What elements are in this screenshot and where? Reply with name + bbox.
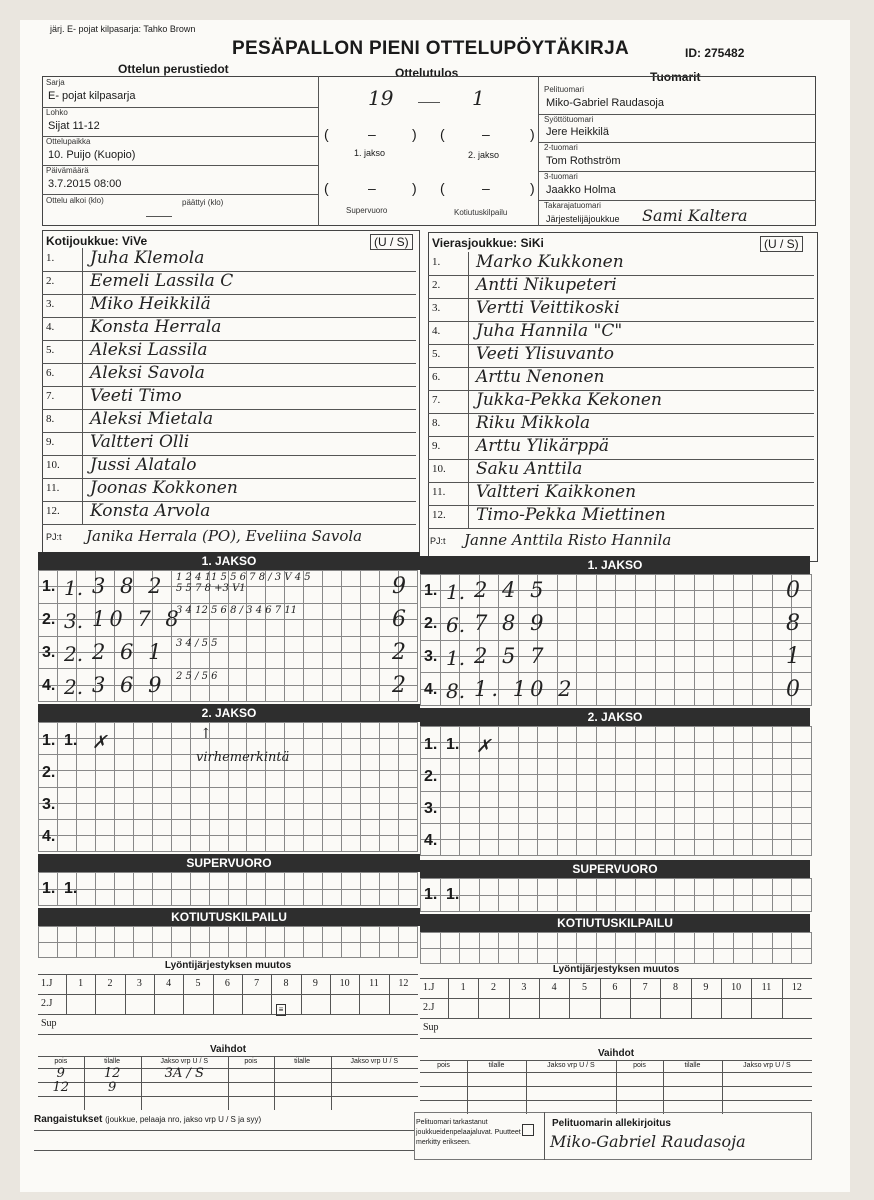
inning-row-number: 4. [42, 677, 56, 694]
lineup-col: 1 [78, 978, 84, 989]
lineup-away-title: Lyöntijärjestyksen muutos [552, 964, 680, 975]
vaihto-tilalle: 12 [103, 1066, 121, 1081]
inning-start: 2. [64, 642, 84, 666]
lineup-row-label: 1.J [423, 982, 435, 993]
vaihdot-col: pois [244, 1058, 258, 1065]
player-number: 1. [432, 256, 441, 268]
vaihdot-col: pois [54, 1058, 68, 1065]
player-name: Antti Nikupeteri [476, 275, 617, 295]
inning-row-number: 2. [42, 611, 56, 628]
player-name: Riku Mikkola [476, 413, 591, 433]
inning-runs: 6 [392, 607, 406, 632]
lineup-col: 1 [460, 982, 466, 993]
player-number: 3. [432, 302, 441, 314]
lineup-col: 11 [369, 978, 379, 989]
lineup-col: 5 [581, 982, 587, 993]
player-name: Joonas Kokkonen [90, 478, 238, 498]
player-name: Eemeli Lassila C [90, 271, 234, 291]
alkoi-label: Ottelu alkoi (klo) [46, 196, 104, 205]
inning-runs: 9 [392, 574, 406, 599]
vaihdot-home-title: Vaihdot [209, 1044, 247, 1055]
jakso1-home-bar: 1. JAKSO [38, 552, 420, 570]
sarja-value: E- pojat kilpasarja [48, 90, 136, 102]
kotiutus-home-bar: KOTIUTUSKILPAILU [38, 908, 420, 926]
player-number: 8. [46, 413, 55, 425]
player-number: 7. [432, 394, 441, 406]
player-name: Valtteri Olli [90, 432, 190, 452]
player-number: 1. [46, 252, 55, 264]
supervuoro-home-bar: SUPERVUORO [38, 854, 420, 872]
kotiutus-away-grid [420, 932, 812, 964]
lineup-checkbox-icon: ≡ [276, 1004, 286, 1016]
inning-start: 1. [64, 576, 84, 600]
player-number: 5. [432, 348, 441, 360]
inning-row-number: 4. [42, 828, 56, 845]
player-name: Aleksi Mietala [90, 409, 214, 429]
lineup-row-label: 2.J [423, 1002, 435, 1013]
paikka-label: Ottelupaikka [46, 137, 91, 146]
inning-start: 1. [446, 646, 466, 670]
inning-extra: 3 4 / 5 5 [176, 638, 218, 649]
player-number: 4. [46, 321, 55, 333]
player-number: 12. [432, 509, 446, 521]
paiva-value: 3.7.2015 08:00 [48, 178, 122, 190]
player-name: Veeti Ylisuvanto [476, 344, 615, 364]
player-number: 4. [432, 325, 441, 337]
inning-marks: 2 6 1 [92, 640, 166, 664]
inning-runs: 0 [786, 677, 800, 702]
home-team-label: Kotijoukkue: ViVe [46, 234, 148, 248]
lineup-home-title: Lyöntijärjestyksen muutos [164, 960, 292, 971]
vaihdot-col: tilalle [294, 1058, 311, 1065]
away-strike-mark: ✗ [476, 736, 492, 757]
section-result: Ottelutulos [395, 66, 459, 80]
player-number: 2. [46, 275, 55, 287]
period2-label: 2. jakso [468, 150, 500, 160]
scoresheet: järj. E- pojat kilpasarja: Tahko Brown PESÄPALLON PIENI OTTELUPÖYTÄKIRJA ID: 275482 Ottelun perustiedot Ottelutulos Tuomarit Sarja E- pojat kilpasarja Lohko Sijat 11-12 Ottelupaikka 10. Puijo (Kuopio) Päivämäärä 3.7.2015 08:00 Ottelu alkoi (klo) päättyi (klo) 19 1 ( – ) ( – ) 1. jakso 2. jakso ( – ) ( – ) Supervuoro Kotiutuskilpailu Pelituomari Miko-Gabriel Raudasoja Syöttötuomari Jere Heikkilä 2-tuomari Tom Rothström 3-tuomari Jaakko Holma Takarajatuomari Järjestelijäjoukkue Sami Kaltera Kotijoukkue: ViVe (U / S) Vierasjoukkue: SiKi (U / S) 1. Juha Klemola 2. Eemeli Lassila C 3. Miko Heikkilä 4. Konsta Herrala 5. Aleksi Lassila 6. Aleksi Savola 7. Veeti Timo 8. Aleksi Mietala 9. Valtteri Olli 10. Jussi Alatalo 11. Joonas Kokkonen 12. Konsta Arvola 1. Marko Kukkonen 2. Antti Nikupeteri 3. Vertti Veittikoski 4. Juha Hannila "C" 5. Veeti Ylisuvanto 6. Arttu Nenonen 7. Jukka-Pekka Kekonen 8. Riku Mikkola 9. Arttu Ylikärppä 10. Saku Anttila 11. Valtteri Kaikkonen 12. Timo-Pekka Miettinen PJ:t Janika Herrala (PO), Eveliina Savola PJ:t Janne Anttila Risto Hannila 1. JAKSO 1. JAKSO 1. 1. 3 8 2 1 2 4 11 5 5 6 7 8 / 3 V 4 5 5 5 7 8 +3 V1 9 2. 3. 10 7 8 3 4 12 5 6 8 / 3 4 6 7 11 6 3. 2. 2 6 1 3 4 / 5 5 2 4. 2. 3 6 9 2 5 / 5 6 2 1. 1. 2 4 5 0 2. 6. 7 8 9 8 3. 1. 2 5 7 1 4. 8. 1. 10 2 0 2. JAKSO 2. JAKSO 1. 1. 2. 3. 4. 1. 1. 2. 3. 4. ✗ ✗ ↑ virhemerkintä SUPERVUORO SUPERVUORO 1. 1. 1. 1. KOTIUTUSKILPAILU KOTIUTUSKILPAILU Lyöntijärjestyksen muutos Lyöntijärjestyksen muutos 1.J 2.J Sup 1 2 3 4 5 6 7 8 9 10 11 12 1.J 2.J Sup 1 2 3 4 5 6 7 8 9 10 11 12 ≡ Vaihdot Vaihdot pois tilalle Jakso vrp U / S pois tilalle Jakso vrp U / S 9 12 3A / S 12 9 pois tilalle Jakso vrp U / S pois tilalle Jakso vrp U / S Rangaistukset (joukkue, pelaaja nro, jakso vrp U / S ja syy) Pelituomari tarkastanut joukkueidenpelaajaluvat. Puutteet merkitty erikseen. Pelituomarin allekirjoitus Miko-Gabriel Raudasoja [20, 20, 850, 1192]
vaihto-jakso: 3A / S [164, 1066, 204, 1081]
away-us: (U / S) [760, 236, 803, 252]
lineup-col: 6 [612, 982, 618, 993]
inning-row-number: 4. [424, 681, 438, 698]
lineup-row-label: 1.J [41, 978, 53, 989]
check-text: Pelituomari tarkastanut joukkueidenpelaajaluvat. Puutteet merkitty erikseen. [416, 1119, 521, 1146]
inning-marks: 2 5 7 [474, 644, 548, 668]
player-number: 9. [46, 436, 55, 448]
inning-runs: 8 [786, 611, 800, 636]
vaihdot-col: Jakso vrp U / S [160, 1058, 209, 1065]
referee-3: Tom Rothström [546, 155, 621, 167]
home-us: (U / S) [370, 234, 413, 250]
player-number: 11. [46, 482, 60, 494]
vaihdot-col: tilalle [104, 1058, 121, 1065]
arrow-up-icon: ↑ [200, 726, 212, 742]
lineup-row-label: Sup [41, 1018, 57, 1029]
inning-marks: 2 4 5 [474, 578, 548, 602]
inning-start: 8. [446, 679, 466, 703]
vaihdot-col: Jakso vrp U / S [547, 1062, 595, 1069]
player-name: Konsta Herrala [90, 317, 222, 337]
period1-label: 1. jakso [354, 148, 386, 158]
vaihdot-col: pois [437, 1062, 450, 1069]
inning-extra: 3 4 12 5 6 8 / 3 4 6 7 11 [176, 605, 298, 616]
inning-start: 3. [64, 609, 84, 633]
jakso2-away-bar: 2. JAKSO [420, 708, 810, 726]
inning-marks: 10 7 8 [92, 607, 183, 631]
lohko-label: Lohko [46, 108, 68, 117]
inning-start: 2. [64, 675, 84, 699]
inning-marks: 3 8 2 [92, 574, 166, 598]
lineup-col: 8 [283, 978, 289, 989]
player-number: 10. [46, 459, 60, 471]
player-name: Vertti Veittikoski [476, 298, 620, 318]
jarj-label: järj. E- pojat kilpasarja: Tahko Brown [50, 24, 196, 34]
player-name: Jussi Alatalo [90, 455, 197, 475]
rangaistukset: Rangaistukset (joukkue, pelaaja nro, jakso vrp U / S ja syy) [34, 1114, 262, 1125]
player-number: 8. [432, 417, 441, 429]
vaihdot-col: Jakso vrp U / S [350, 1058, 399, 1065]
lineup-col: 2 [107, 978, 113, 989]
lineup-col: 11 [761, 982, 772, 993]
paiva-label: Päivämäärä [46, 166, 89, 175]
paattyi-label: päättyi (klo) [182, 198, 224, 207]
player-number: 6. [432, 371, 441, 383]
player-number: 7. [46, 390, 55, 402]
lineup-col: 7 [642, 982, 648, 993]
player-name: Saku Anttila [476, 459, 583, 479]
lohko-value: Sijat 11-12 [48, 120, 100, 132]
info-box [42, 76, 816, 226]
player-name: Miko Heikkilä [90, 294, 211, 314]
lineup-col: 10 [731, 982, 742, 993]
player-number: 3. [46, 298, 55, 310]
supervuoro-home-grid [38, 872, 418, 906]
page-title: PESÄPALLON PIENI OTTELUPÖYTÄKIRJA [232, 38, 629, 59]
inning-marks: 3 6 9 [92, 673, 166, 697]
inning-runs: 2 [392, 640, 406, 665]
lineup-col: 9 [703, 982, 709, 993]
home-pj: Janika Herrala (PO), Eveliina Savola [86, 527, 363, 545]
inning-runs: 0 [786, 578, 800, 603]
supervuoro-label: Supervuoro [346, 206, 388, 215]
vaihto-pois: 9 [56, 1066, 65, 1081]
player-name: Arttu Ylikärppä [476, 436, 609, 456]
inning-row-number: 3. [42, 796, 56, 813]
inning-row-number: 3. [424, 648, 438, 665]
lineup-col: 5 [195, 978, 201, 989]
lineup-col: 9 [312, 978, 318, 989]
lineup-col: 3 [521, 982, 527, 993]
player-number: 12. [46, 505, 60, 517]
inning-start: 6. [446, 613, 466, 637]
score-away: 1 [472, 86, 485, 110]
inning-row-number: 3. [42, 644, 56, 661]
player-number: 6. [46, 367, 55, 379]
inning-row-number: 1. [424, 736, 438, 753]
kotiutus-away-bar: KOTIUTUSKILPAILU [420, 914, 810, 932]
inning-runs: 2 [392, 673, 406, 698]
player-number: 2. [432, 279, 441, 291]
supervuoro-away-bar: SUPERVUORO [420, 860, 810, 878]
signature: Miko-Gabriel Raudasoja [550, 1132, 746, 1151]
player-number: 10. [432, 463, 446, 475]
paikka-value: 10. Puijo (Kuopio) [48, 149, 136, 161]
vaihdot-col: pois [633, 1062, 646, 1069]
lineup-row-label: Sup [423, 1022, 439, 1033]
section-basics: Ottelun perustiedot [118, 62, 229, 76]
player-name: Valtteri Kaikkonen [476, 482, 637, 502]
inning-extra: 1 2 4 11 5 5 6 7 8 / 3 V 4 5 5 5 7 8 +3 V1 [176, 572, 311, 594]
jakso1-away-bar: 1. JAKSO [420, 556, 810, 574]
inning-marks: 1. 10 2 [474, 677, 576, 701]
player-name: Jukka-Pekka Kekonen [476, 390, 662, 410]
inning-row-number: 2. [424, 768, 438, 785]
inning-row-number: 1. [42, 732, 56, 749]
vaihdot-col: Jakso vrp U / S [743, 1062, 791, 1069]
player-number: 11. [432, 486, 446, 498]
vaihdot-col: tilalle [684, 1062, 701, 1069]
lineup-col: 4 [551, 982, 557, 993]
player-name: Aleksi Savola [90, 363, 205, 383]
lineup-col: 10 [339, 978, 350, 989]
player-name: Arttu Nenonen [476, 367, 605, 387]
sarja-label: Sarja [46, 78, 65, 87]
inning-row-number: 1. [424, 582, 438, 599]
inning-row-number: 2. [42, 764, 56, 781]
inning-row-number: 1. [42, 578, 56, 595]
score-home: 19 [368, 86, 394, 110]
inning-runs: 1 [786, 644, 800, 669]
jakso2-home-bar: 2. JAKSO [38, 704, 420, 722]
player-name: Aleksi Lassila [90, 340, 208, 360]
player-name: Veeti Timo [90, 386, 182, 406]
referee-4: Jaakko Holma [546, 184, 616, 196]
lineup-col: 7 [254, 978, 260, 989]
section-referees: Tuomarit [650, 70, 701, 84]
lineup-col: 6 [224, 978, 230, 989]
sign-label: Pelituomarin allekirjoitus [552, 1118, 671, 1129]
vaihdot-away-title: Vaihdot [597, 1048, 635, 1059]
player-name: Timo-Pekka Miettinen [476, 505, 666, 525]
player-number: 5. [46, 344, 55, 356]
inning-row-number: 4. [424, 832, 438, 849]
inning-extra: 2 5 / 5 6 [176, 671, 218, 682]
away-pj: Janne Anttila Risto Hannila [464, 531, 672, 549]
player-name: Marko Kukkonen [476, 252, 624, 272]
home-note: virhemerkintä [196, 750, 290, 765]
player-name: Juha Hannila "C" [476, 321, 623, 341]
away-team-label: Vierasjoukkue: SiKi [432, 236, 544, 250]
player-name: Juha Klemola [90, 248, 205, 268]
inning-start: 1. [446, 736, 460, 753]
supervuoro-away-grid [420, 878, 812, 912]
referee-1: Miko-Gabriel Raudasoja [546, 97, 664, 109]
lineup-col: 12 [398, 978, 409, 989]
inning-start: 1. [64, 732, 78, 749]
lineup-col: 12 [791, 982, 802, 993]
inning-marks: 7 8 9 [474, 611, 548, 635]
referee-2: Jere Heikkilä [546, 126, 609, 138]
lineup-col: 2 [490, 982, 496, 993]
lineup-row-label: 2.J [41, 998, 53, 1009]
kotiutus-label: Kotiutuskilpailu [454, 208, 508, 217]
kotiutus-home-grid [38, 926, 418, 958]
lineup-col: 4 [166, 978, 172, 989]
player-name: Konsta Arvola [90, 501, 211, 521]
lineup-col: 3 [136, 978, 142, 989]
vaihto-tilalle: 9 [107, 1080, 117, 1095]
inning-row-number: 3. [424, 800, 438, 817]
inning-row-number: 2. [424, 615, 438, 632]
vaihto-pois: 12 [52, 1080, 70, 1095]
referee-5: Sami Kaltera [642, 206, 748, 225]
lineup-col: 8 [672, 982, 678, 993]
vaihdot-col: tilalle [488, 1062, 505, 1069]
home-strike-mark: ✗ [92, 732, 108, 753]
player-number: 9. [432, 440, 441, 452]
scoresheet-id: ID: 275482 [685, 46, 745, 60]
inning-start: 1. [446, 580, 466, 604]
